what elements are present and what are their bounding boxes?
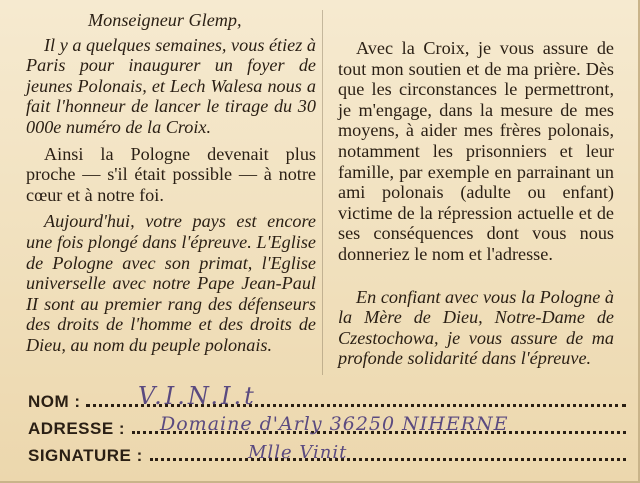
paragraph-support: Avec la Croix, je vous assure de tout mon soutien et de ma prière. Dès que les circonstances le permettront, je m'engage, dans la mesure de mes moyens, à aider mes frères polonais, notamment les prisonniers et leur famille, par exemple en parrainant un ami polonais (adulte ou enfant) victime de la répression actuelle et de ses conséquences dont vous nous donneriez le nom et l'adresse. bbox=[338, 38, 614, 264]
form-row-signature bbox=[28, 438, 628, 465]
paragraph-poland-closer: Ainsi la Pologne devenait plus proche — s'il était possible — à notre cœur et à notre foi. bbox=[26, 143, 316, 205]
nom-label: NOM : bbox=[28, 392, 81, 411]
paragraph-ordeal: Aujourd'hui, votre pays est encore une fois plongé dans l'épreuve. L'Eglise de Pologne avec son primat, l'Eglise universelle avec notre Pape Jean-Paul II sont au premier rang des défenseurs des droits de l'homme et des droits de Dieu, au nom du peuple polonais. bbox=[26, 211, 316, 355]
adresse-handwritten-value[interactable]: Domaine d'Arly 36250 NIHERNE bbox=[160, 413, 509, 435]
adresse-label: ADRESSE : bbox=[28, 419, 126, 438]
signature-handwritten-value[interactable]: Mlle Vinit bbox=[248, 442, 348, 463]
paragraph-visit: Il y a quelques semaines, vous étiez à Paris pour inaugurer un foyer de jeunes Polonais, et Lech Walesa nous a fait l'honneur de lancer le tirage du 30 000e numéro de la Croix. bbox=[26, 34, 316, 137]
form-row-nom bbox=[28, 384, 628, 411]
column-divider bbox=[322, 10, 323, 375]
form-row-adresse bbox=[28, 411, 628, 438]
signature-form bbox=[28, 384, 628, 465]
salutation: Monseigneur Glemp, bbox=[88, 10, 242, 30]
paragraph-solidarity: En confiant avec vous la Pologne à la Mère de Dieu, Notre-Dame de Czestochowa, je vous assure de ma profonde solidarité dans l'épreuve. bbox=[338, 286, 614, 369]
signature-label: SIGNATURE : bbox=[28, 446, 143, 465]
letter-right-column bbox=[338, 0, 614, 369]
signature-dotted-line bbox=[150, 458, 626, 461]
nom-handwritten-value[interactable]: V.I.N.I.t bbox=[138, 382, 257, 410]
letter-left-column bbox=[26, 0, 316, 356]
